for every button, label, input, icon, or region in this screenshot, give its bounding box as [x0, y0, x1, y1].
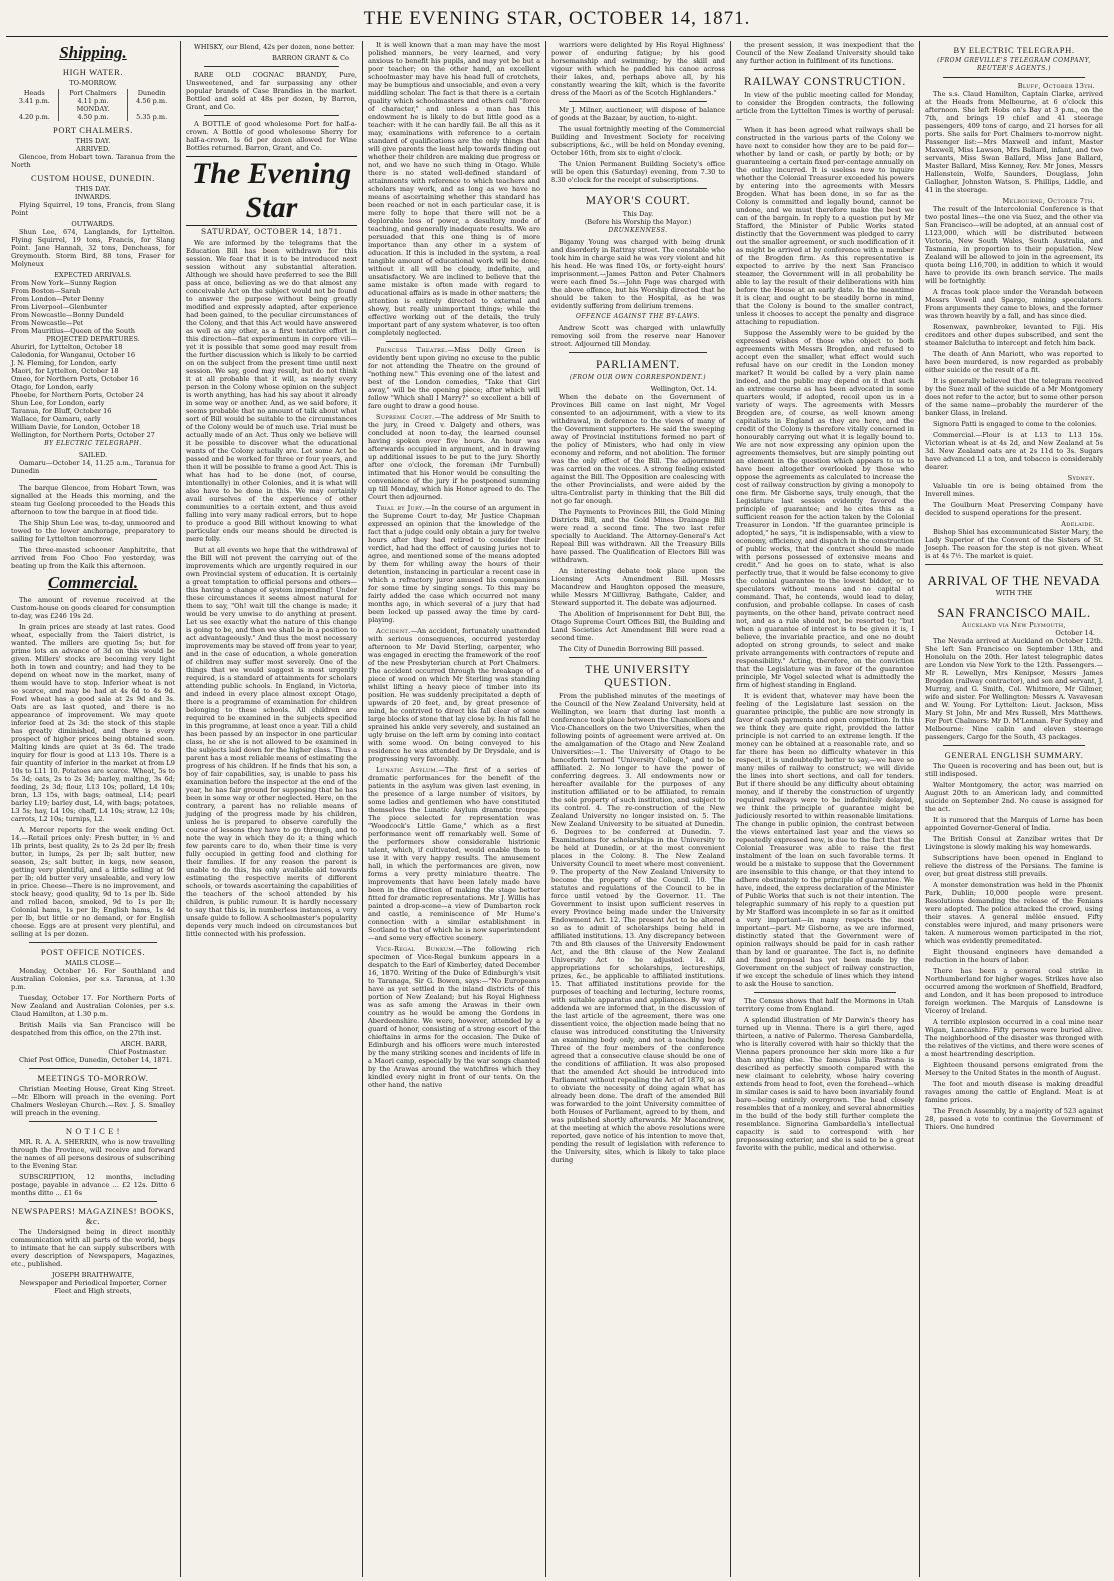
tide-cell: 5.35 p.m. [136, 113, 168, 121]
news-item-head: Supreme Court. [376, 413, 435, 421]
divider [754, 992, 896, 993]
divider [569, 352, 707, 353]
university-paragraph: From the published minutes of the meetings of the Council of the New Zealand University, held at Wellington, we learn that during last month a conference took place between the Chancellors and Vice-Chancellors on the two Universities, when the following points of agreement were arrived at. On the amalgamation of the Otago and New Zealand Universities:—1. The University of Otago to be henceforth termed "University College," and to be affiliated. 2. No longer to have the power of conferring degrees. 3. All endowments now or hereafter available for the purposes of any institution affiliated or to be affiliated, to remain the sole property of such institution, and subject to its control. 4. The re-construction of the New Zealand University no longer insisted on. 5. The New Zealand University to be situated at Dunedin. 6. Degrees to be conferred at Dunedin. 7. Examinations for scholarships in the University to be held at Dunedin, or at the most convenient places in the Colony. 8. The New Zealand University Council to meet where most convenient. 9. The property of the New Zealand University to become the property of the Council. 10. The statutes and regulations of the Council to be in force until vetoed by the Governor. 11. The Government to insist upon sufficient reserves in every Province being made under the University Endowment Act. 12. The present Act to be altered so as to admit of scholarships being held in affiliated institutions. 13. Any discrepancy between 7th and 8th clauses of the University Endowment Act, and the 8th clause of the New Zealand University Act to be adjusted. 14. All appropriations for scholarships, lectureships, prizes, &c., be applicable to affiliated institutions. 15. That affiliated institutions provide for the purposes of teaching and lecturing, lecture rooms, with suitable apparatus and appliances. By way of addenda we are informed that, in the discussion of the last article of the agreement, there was one dissentient voice, the objection made being that no clause was introduced constituting the University an examining body only, and not a teaching body. Three of the four members of the conference agreed that a consecutive clause should be one of the conditions of affiliation. It was also proposed that the amended Act should be introduced into Parliament without repealing the Act of 1870, so as to obviate the necessity of doing again what has already been done. The draft of the amended Bill was forwarded to the joint University committee of both Houses of Parliament, agreed to by them, and was published shortly afterwards. Mr Macandrew, at the meeting at which the above resolutions were reported, gave notice of his intention to move that, pending the result of legislation with reference to the University, sites, which is likely to take place during [551, 692, 725, 1164]
list-item: From Newcastle—Pet [11, 319, 84, 327]
university-heading: THE UNIVERSITY QUESTION. [585, 664, 691, 689]
newspapers-text: The Undersigned being in direct monthly communication with all parts of the world, begs to intimate that he can supply subscribers with every description of Newspapers, Magazines, etc., published. [11, 1228, 175, 1268]
list-item: From New York—Sunny Region [11, 279, 117, 287]
railway-paragraph: Suppose the Assembly were to be guided by the expressed wishes of those who object to both agreements with Messrs Brogden, and refused to accept even the smaller, what effect would such refusal have on our credit in the London money market? It would be called by a very plain name indeed, and the public may depend on it that such an extreme course as has been advocated in some quarters would, if adopted, recoil upon us in a variety of ways. The agreements with Messrs Brogden are, of course, as well known among capitalists in England as they are here, and the credit of the Colony is therefore vitally concerned in honourably carrying out what it is legally bound to. We are not now expressing any opinion upon the agreements themselves, but are simply pointing out an element in the question which appears to us to have been altogether overlooked by those who oppose the agreements as calculated to increase the cost of railway construction by giving a monopoly to one firm. Mr Gisborne says, truly enough, that the Legislature last session evidently favored the principle of guarantee; and he cites this as a sufficient reason for the action taken by the Colonial Treasurer in London. "If the guarantee principle is adopted," he says, "it is indispensable, with a view to economy, efficiency, and dispatch in the construction of public works, that the contract should be made with persons possessed of extensive means and credit." And he goes on to state, what is also perfectly true, that it would be false economy to give the colonial guarantee to the lowest bidder, or to speculators without means and no capital at command. That, he contends, would lead to delay, confusion, and probable collapse. In cases of cash payments, on the other hand, private contract need not, and as a rule should not, be resorted to; "but when a guarantee of interest is to be given it is, I believe, the invariable practice, and one no doubt adopted on strong grounds, to select and make private arrangements with contractors of repute and responsibility." Acting, therefore, on the conviction that the Legislature was in favor of the guarantee principle, Mr Vogel selected what is admittedly the firm of highest standing in England. [736, 329, 914, 689]
list-item: Maori, for Lyttelton, October 18 [11, 367, 119, 375]
notice-paragraph: The usual fortnightly meeting of the Commercial Building and Investment Society for receiving subscriptions, &c., will be held on Monday evening, October 16th, from six to eight o'clock. [551, 125, 725, 157]
summary-paragraph: It is rumored that the Marquis of Lorne has been appointed Governor-General of India. [925, 816, 1103, 832]
divider [29, 479, 157, 480]
parliament-heading: PARLIAMENT. [596, 359, 680, 371]
list-item: Wellington, for Northern Ports, October 27 [11, 431, 155, 439]
wellington-dateline: Wellington, Oct. 14. [650, 385, 717, 393]
commercial-heading: Commercial. [47, 573, 139, 592]
sydney-dateline: Sydney. [1067, 474, 1095, 482]
tide-cell: 4.20 p.m. [11, 113, 58, 121]
newspaper-flag: The Evening Star [186, 156, 357, 226]
list-item: From Newcastle—Bonny Dundeld [11, 311, 124, 319]
continued-paragraph: the present session, it was inexpedient that the Council of the New Zealand University should take any further action in fulfilment of its functions. [736, 41, 914, 65]
list-item: Otago, for London, early [11, 383, 94, 391]
summary-paragraph: A terrible explosion occurred in a coal mine near Wigan, Lancashire. Fifty persons were buried alive. The neighborhood of the disaster was thronged with the relatives of the victims, and there were scenes of a most heartrending description. [925, 1018, 1103, 1058]
news-item-text: —An accident, fortunately unattended with serious consequences, occurred yesterday afternoon to Mr David Sterling, carpenter, who was engaged in erecting the framework of the roof of the new Presbyterian church at Port Chalmers. The accident occurred through the breakage of a piece of wood on which Mr Sterling was standing whilst lifting a heavy piece of timber into its position. He was suddenly precipitated a depth of upwards of 20 feet, and, by great presence of mind, he contrived to direct his fall clear of some large blocks of stone that lay close by. In his fall he sprained his ankle very severely, and sustained an ugly bruise on the left arm by coming into contact with some wood. On being conveyed to his residence he was attended by Dr Drysdale, and is progressing very favorably. [368, 627, 540, 763]
inwards-text: Flying Squirrel, 19 tons, Francis, from Slang Point [11, 201, 175, 217]
column-4 [546, 41, 731, 1577]
summary-paragraph: Walter Montgomery, the actor, was married on August 20th to an American lady, and committed suicide on September 2nd. No cause is assigned for the act. [925, 781, 1103, 813]
list-item: William Davie, for London, October 18 [11, 423, 140, 431]
whisky-ad [186, 43, 357, 62]
list-item: Taranua, for Bluff, October 16 [11, 407, 112, 415]
tide-cell: 4.11 p.m. [58, 97, 128, 105]
news-item-text: —In the course of an argument in the Supreme Court to-day, Mr Justice Chapman expressed an opinion that the knowledge of the fact that a judge could only obtain a jury for twelve hours after they had retired to consider their verdict, had had the effect of causing juries not to agree, and mentioned some of the means adopted by them for whiling away the hours of their detention, instancing in particular a recent case in which a refractory juror amused his companions for some time by singing songs. To this may be fairly added the case which occurred not many months ago, in which several of a jury that had been locked up passed away the time by card-playing. [368, 504, 540, 624]
tide-cell: 4.56 p.m. [136, 97, 168, 105]
projected-departures-label: PROJECTED DEPARTURES. [46, 335, 140, 343]
commercial-paragraph: A. Mercer reports for the week ending Oct. 14.—Retail prices only: Fresh butter, in ½ and 1lb prints, best quality, 2s to 2s 2d per lb; fresh butter, in lumps, 2s per lb; salt butter, new season, 2s; salt butter, in kegs, new season, getting very plentiful, and a little selling at 9d per lb; old butter very unsaleable, and very low in price. Cheese—There is no improvement, and stock heavy; good quality, 9d to 1s per lb. Side and rolled bacon, smoked, 9d to 1s per lb; Colonial hams, 1s per lb; English hams, 1s 4d per lb, but little or no demand, or for English cheese. Eggs are at present very plentiful, and selling at 1s per dozen. [11, 826, 175, 938]
melbourne-paragraph: The death of Ann Mariott, who was reported to have been murdered, is now regarded as probably either suicide or the result of a fit. [925, 350, 1103, 374]
divider [386, 341, 522, 342]
railway-paragraph: When it has been agreed what railways shall be constructed in the various parts of the Colony we have next to consider how they are to be paid for—whether by land or cash, or partly by both; or by guaranteeing a certain fixed per-centage annually on the outlay incurred. It is useless now to inquire whether the Colonial Treasurer exceeded his powers by entering into the agreements with Messrs Brogden. What has been done, in so far as the Colony is committed and legally bound, cannot be undone, and we must therefore make the best we can of the bargain. In reply to a question put by Mr Stafford, the Minister of Public Works stated distinctly that the Government was pledged to carry out the smaller agreement, or such modification of it as might be arrived at by conference with a member of the Brogden firm. As this representative is expected to arrive by the next San Francisco steamer, the Government will in all probability be able to lay the result of their deliberations with him before the House at an early date. In the meantime it is clear, and ought to be steadily borne in mind, that the Colony is bound to the smaller contract, unless it chooses to accept the penalty and disgrace attaching to repudiation. [736, 126, 914, 326]
newspapers-signature-2: Newspaper and Periodical Importer, Corner Fleet and High streets, [19, 1279, 167, 1295]
column-3 [363, 41, 546, 1577]
adelaide-text: Bishop Shiel has excommunicated Sister Mary, the Lady Superior of the Convent of the Sisters of St. Joseph. The reason for the step is not given. Wheat is at 4s 7½. The market is quiet. [925, 528, 1103, 560]
summary-paragraph: Eighteen thousand persons emigrated from the Mersey to the United States in the month of August. [925, 1061, 1103, 1077]
list-item: From Mauritius—Queen of the South [11, 327, 136, 335]
sailed-label: SAILED. [78, 451, 108, 459]
divider [569, 101, 707, 102]
news-paragraph: The Census shows that half the Mormons in Utah territory come from England. [736, 997, 914, 1013]
arrivals-list [11, 279, 175, 335]
divider [569, 657, 707, 658]
arrived-text: Glencoe, from Hobart town. Taranua from the North [11, 153, 175, 169]
telegraph-heading: BY ELECTRIC TELEGRAPH. [953, 45, 1075, 55]
railway-paragraph: In view of the public meeting called for Monday, to consider the Brogden contracts, the following article from the Lyttelton Times is worthy of perusal:— [736, 91, 914, 123]
divider [204, 66, 339, 67]
commercial-paragraph: In grain prices are steady at last rates. Good wheat, especially from the Taieri district, is wanted. The millers are quoting 5s; but for prime lots an advance of 3d on this would be given. Millers' stocks are becoming very light both in town and country; and had they to be depend on wheat now in the market, many of them would have to stop. Inferior wheat is not so scarce, and may be had at 4s 6d to 4s 9d. Fowl wheat has a good sale at 2s 9d and 3s. Oats are as last quoted, and there is no appearance of improvement. We may quote inferior feed at 2s 3d: the stock of this staple has greatly diminished, and there is every prospect of higher prices being obtained soon. Malting kinds are quiet at 3s 6d. The trade inquiry for flour is good at L13 10s. There is a fair quantity of inferior in the market at from L9 10s to L11 10. Potatoes are scarce. Wheat, 5s to 5s 3d; oats, 2s to 2s 3d; barley, malting, 3s 6d; feeding, 2s 3d; flour, L13 10s; pollard, L4 10s; bran, L3 15s, with bags; oatmeal, L14; pearl barley L19; barley dust, L4, with bags; potatoes, L3 5s; hay, L4 10s; chaff, L4 10s; straw, L2 10s; carrots, L2 10s; turnips, L2. [11, 623, 175, 823]
melbourne-paragraph: Signora Patti is engaged to come to the colonies. [933, 420, 1097, 428]
parliament-paragraph: An interesting debate took place upon the Licensing Acts Amendment Bill. Messrs Macandrew and Haughton opposed the measure, while Messrs M'Gillivray, Bathgate, Calder, and Steward supported it. The debate was adjourned. [551, 567, 725, 607]
tide-cell [128, 105, 175, 113]
own-correspondent-label: (FROM OUR OWN CORRESPONDENT.) [569, 374, 707, 381]
news-item [368, 346, 540, 410]
tide-table [11, 89, 175, 121]
divider [29, 1068, 157, 1069]
column-2 [181, 41, 363, 1577]
summary-paragraph: The foot and mouth disease is making dreadful ravages among the cattle of England. Meat is at famine prices. [925, 1080, 1103, 1104]
summary-paragraph: The French Assembly, by a majority of 523 against 28, passed a vote to continue the Government of Thiers. One hundred [925, 1107, 1103, 1131]
divider [29, 1201, 157, 1202]
telegraph-heading: BY ELECTRIC TELEGRAPH. [44, 440, 142, 447]
summary-paragraph: The British Consul at Zanzibar writes that Dr Livingstone is slowly making his way homewards. [925, 835, 1103, 851]
continued-paragraph: warriors were delighted by His Royal Highness' power of enduring fatigue; by his good horsemanship and swimming; by the skill and vigour with which he paddled his canoe across their lakes, and, perhaps above all, by his constantly wearing the kilt, which is the favorite dress of the Maori as of the Scotch Highlanders." [551, 41, 725, 97]
divider [29, 942, 157, 943]
notice-text: MR. R. A. A. SHERRIN, who is now travelling through the Province, will receive and forward the names of all persons desirous of subscribing to the Evening Star. [11, 1138, 175, 1170]
melbourne-dateline: Melbourne, October 7th. [1002, 197, 1095, 205]
mails-paragraph: British Mails via San Francisco will be despatched from this office, on the 27th inst. [11, 1021, 175, 1037]
notice-paragraph: Mr J. Milner, auctioneer, will dispose of balance of goods at the Bazaar, by auction, to-night. [551, 106, 725, 122]
melbourne-paragraph: The result of the Intercolonial Conference is that two postal lines—the one via Suez, and the other via San Francisco—will be adopted, at an annual cost of L123,000, which will be distributed between Victoria, New South Wales, South Australia, and Tasmania, in proportion to their population. New Zealand will be allowed to join in the agreement, its quota being L16,700, in addition to which it would have to provide its own branch service. The mails will be fortnightly. [925, 205, 1103, 285]
port-chalmers-heading: PORT CHALMERS. [53, 125, 133, 135]
list-item: From London—Peter Denny [11, 295, 104, 303]
tide-cell: Heads [11, 89, 58, 97]
mail-headline: SAN FRANCISCO MAIL. [937, 605, 1091, 620]
inwards-label: INWARDS. [74, 193, 112, 201]
list-item: J. N. Fleming, for London, early [11, 359, 117, 367]
news-item-text: —The first of a series of dramatic performances for the benefit of the patients in the asylum was given last evening, in the presence of a large number of visitors, by some ladies and gentlemen who have constituted themselves the Lunatic Asylum dramatic troupe. The piece selected for representation was "Woodcock's Little Game," which as a first performance went off remarkably well. Some of the performers show considerable histrionic talent, which, if cultivated, would enable them to use it with very happy results. The amusement hall, in which the performances are given, now forms a very pretty miniature theatre. The improvements that have been lately made have been in the direction of making the stage better fitted for dramatic representations. Mr J. Willis has painted a drop-scene—a view of Dumbarton rock and castle, a reminiscence of Mr Hume's connection with a similar establishment in Scotland to that of which he is now superintendent—and some very effective scenery. [368, 766, 540, 942]
departures-list [11, 343, 175, 439]
custom-house-heading: CUSTOM HOUSE, DUNEDIN. [30, 173, 156, 183]
summary-paragraph: Subscriptions have been opened in England to relieve the distress of the Persians. The famine is over, but great distress still prevails. [925, 854, 1103, 878]
dateline: SATURDAY, OCTOBER 14, 1871. [200, 227, 343, 236]
before-label: (Before his Worship the Mayor.) [584, 218, 692, 226]
agency-label: (FROM GREVILLE'S TELEGRAM COMPANY, REUTER'S AGENTS.) [937, 57, 1091, 72]
news-paragraph: A splendid illustration of Mr Darwin's theory has turned up in Vienna. There is a girl there, aged thirteen, a native of Palermo. Theresa Gambardella, who is literally covered with hair so thickly that the Vienna papers pronounce her skin more like a fur than anything else. The famous Julia Pastrana is described as perfectly smooth compared with the new claimant to celebrity, whose hairy covering extends from head to foot, even the forehead—which in similar cases is said to have been invariably found bare—being entirely overgrown. The head closely resembles that of a monkey, and several abnormities in the build of the body still further complete the resemblance. Signorina Gambardella's intellectual capacity is said to correspond with her prepossessing exterior, and she is said to be a great favorite with the public, medical and otherwise. [736, 1016, 914, 1152]
parliament-paragraph: The Payments to Provinces Bill, the Gold Mining Districts Bill, and the Gold Mines Drainage Bill were read a second time. The two last refer specially to Auckland. The Attorney-General's Act Repeal Bill was withdrawn. All the Treasury Bills have passed. The Qualification of Electors Bill was withdrawn. [551, 508, 725, 564]
with-the-label: WITH THE [995, 589, 1033, 597]
nevada-headline: ARRIVAL OF THE NEVADA [927, 573, 1101, 588]
melbourne-paragraph: It is generally believed that the telegram received by the Suez mail of the suicide of a Mr Montgomery does not refer to the actor, but to some other person of the same name—probably the murderer of the banker Glass, in Ireland. [925, 377, 1103, 417]
meetings-text: Christian Meeting House, Great King Street. —Mr. Elborn will preach in the evening. Port Chalmers Wesleyan Church.—Rev. J. S. Smalley will preach in the evening. [11, 1085, 175, 1117]
ad-text: A BOTTLE of good wholesome Port for half-a-crown. A Bottle of good wholesome Sherry for half-a-crown. Is 6d per dozen allowed for Wine Bottles returned. Barron, Grant, and Co. [186, 120, 357, 152]
meetings-heading: MEETINGS TO-MORROW. [37, 1073, 149, 1083]
outwards-text: Shun Lee, 674, Langlands, for Lyttelton. Flying Squirrel, 19 tons, Francis, for Slang Point. Jane Hannah, 32 tons, Dencheass, for Greymouth. Storm Bird, 88 tons, Fraser for Molyneux [11, 228, 175, 268]
newspapers-heading: NEWSPAPERS! MAGAZINES! BOOKS, &c. [11, 1206, 175, 1226]
news-item-head: Accident. [376, 627, 411, 635]
port-ad [186, 120, 357, 152]
mails-paragraph: Tuesday, October 17. For Northern Ports of New Zealand and Australian Colonies, per s.s. Claud Hamilton, at 1.30 p.m. [11, 994, 175, 1018]
ad-text: WHISKY, our Blend, 42s per dozen, none better. [194, 43, 355, 51]
railway-heading: RAILWAY CONSTRUCTION. [743, 76, 907, 88]
news-item-head: Princess Theatre. [376, 346, 448, 354]
postmaster-name: ARCH. BARR, [120, 1040, 167, 1048]
mails-close-label: MAILS CLOSE— [65, 959, 121, 967]
subscription-text: SUBSCRIPTION, 12 months, including postage, payable in advance ... £2 12s. Ditto 6 months ditto ... £1 6s [11, 1173, 175, 1197]
this-day-label: This Day. [622, 210, 654, 218]
expected-arrivals-label: EXPECTED ARRIVALS. [54, 271, 132, 279]
divider [204, 115, 339, 116]
tide-cell: Dunedin [137, 89, 166, 97]
shipping-paragraph: The barque Glencoe, from Hobart Town, was signalled at the Heads this morning, and the steam tug Geelong proceeded to the Heads this afternoon to tow the barque in at flood tide. [11, 484, 175, 516]
to-morrow-label: TO-MORROW. [69, 79, 117, 87]
editorial-paragraph: We are informed by the telegrams that the Education Bill has been withdrawn for this session. We fear that it is to be introduced next session without any substantial alteration. Although we should have preferred to see the Bill pass at once, believing as we do that almost any conceivable Act on the subject would not be found to answer the purpose without being greatly modified and expressly adapted, after experience had been gained, to the peculiar circumstances of the Colony, and that this Act would have answered as well as any other, as a first tentative effort in this direction—fiat experimentum in corpore vili—yet it is possible that some good may result from the further discussion which is likely to be carried on on the subject from the present time until next session. We say, good may result, but do not think it at all probable that it will, as nearly every person in the Colony whose opinion on the subject is worth anything, has had his say about it already in some way or another. And, as we said before, it seems probable that no amount of talk about what sort of Bill would be suitable to the circumstances of the Colony would be of much use. Trial must be actually made of an Act. Thus only we believe will it be possible to discover what the educational wants of the Colony actually are. Let some Act be passed and be worked for three or four years, and then it will be possible to frame a good Act. This is what has had to be done (not, of course, intentionally) in other Colonies, and it is what will also have to be done in this. We may certainly avail ourselves of the experience of other communities to a certain extent, and thus avoid falling into very many radical errors, but to hope to produce a good Bill without knowing to what particular ends our means should be directed is mere folly. [186, 239, 357, 543]
newspapers-signature: JOSEPH BRAITHWAITE, [51, 1271, 135, 1279]
notice-heading: N O T I C E ! [65, 1126, 121, 1136]
ad-signature: BARRON GRANT & Co [271, 54, 349, 62]
auckland-date: October 14. [1055, 629, 1095, 637]
high-water-heading: HIGH WATER. [62, 67, 124, 77]
summary-paragraph: Eight thousand engineers have demanded a reduction in the hours of labor. [925, 948, 1103, 964]
drunkenness-heading: DRUNKENNESS. [608, 227, 668, 234]
mayors-court-heading: MAYOR'S COURT. [585, 195, 691, 207]
list-item: Wallace, for Oamaru, early [11, 415, 101, 423]
divider [29, 1121, 157, 1122]
shipping-paragraph: The three-masted schooner Amphitrite, that arrived from Foo Choo Foo yesterday, was beating up from the Kaik this afternoon. [11, 546, 175, 570]
tide-cell: Port Chalmers [58, 89, 128, 97]
auckland-dateline: Auckland via New Plymouth, [962, 621, 1066, 629]
railway-paragraph: It is evident that, whatever may have been the feeling of the Legislature last session on the guarantee principle, the public are now strongly in favor of cash payments and open competition. In this we think they are quite right, provided the latter principle is not carried to an extreme length. If the money can be obtained at a reasonable rate, and so far there has been no difficulty whatever in this respect, it is undoubtedly better to say,—we have so many miles of railway to construct; we will divide the lines into short sections, and call for tenders. But if there should be any difficulty about obtaining money, and if thereby the construction of urgently required railways were to be indefinitely delayed, we think the principle of guarantee might be judiciously resorted to within reasonable limitations. The change in public opinion, the contrast between the views entertained last year and the views so repeatedly expressed now, is due to the fact that the Colonial Treasurer was able to raise the first instalment of the loan on such favorable terms. It would be a mistake to suppose that the Government are insensible to this change, or that they intend to adhere obstinately to the principle of guarantee. We have, indeed, the express declaration of the Minister of Public Works that such is not their intention. The telegraphic summary of his reply to a question put by Mr Stafford was incomplete in so far as it omitted a very important—in many respects the most important—part. Mr Gisborne, as we are informed, distinctly stated that the Government were of opinion railways should be paid for in cash rather than by land or guarantee. The fact is, no definite and fixed proposal has yet been made by the Government on the subject of railway construction, if we except the schedule of lines which they intend to ask the House to sanction. [736, 692, 914, 988]
editorial-paragraph: It is well known that a man may have the most polished manners, be very learned, and very anxious to benefit his pupils, and may yet be but a poor teacher; on the other hand, an excellent schoolmaster may have his head full of crotchets, may be bumptious and unsociable, and even a very middling scholar. The fact is that there is a certain quality which schoolmasters and others call "force of character," and unless a man has this endowment he is likely to do but little good as a teacher: with it he can hardly fail. Be all this as it may, examinations with reference to a certain standard of qualifications are the only things that will give parents the least help towards finding out whether their children are making due progress or not, and we have no such thing in Otago. While there is no stated well-defined standard of attainments with reference to which teachers and scholars may work, and as long as we have no means of ascertaining whether this standard has been reached or not in each particular case, it is mere folly to hope that there will not be a deplorable loss of power, a desultory mode of teaching, and generally inadequate results. We are persuaded that this one thing is of more importance than any other in a system of education. If this is included in the system, a real tangible amount of educational work will be done; without it all will be cloudy, indefinite, and unsatisfactory. We are inclined to believe that the same mistake is often made with regard to educational affairs as is made in other matters; the attention is entirely directed to external and showy, but really unimportant things; while the effective working out of the details, the truly important part of any system whatever, is too often completely neglected. [368, 41, 540, 337]
tide-cell: 3.41 p.m. [11, 97, 58, 105]
parliament-paragraph: The City of Dunedin Borrowing Bill passed. [559, 645, 704, 653]
postmaster-place: Chief Post Office, Dunedin, October 14, 1871. [19, 1056, 173, 1064]
list-item: From Liverpool—Glenbunter [11, 303, 108, 311]
summary-paragraph: The Queen is recovering and has been out, but is still indisposed. [925, 762, 1103, 778]
news-item-text: —The following rich specimen of Vice-Regal bunkum appears in a despatch to the Earl of Kimberley, dated December 16, 1870. Writing of the Duke of Edinburgh's visit to Taranaga, Sir G. Bowen, says:—"No Europeans have as yet settled in the inland districts of this portion of New Zealand; but his Royal Highness was as safe among the Arawas in their own country as he would be among the Gordons in Aberdeenshire. We were, however, attended by a guard of honor, consisting of a strong escort of the chieftains in arms for the occasion. The Duke of Edinburgh and his officers were much interested by the many striking scenes and incidents of life in a Maori camp, especially by the war songs chanted by the Arawas around the watchfires which they kindled every night in front of our tents. On the other hand, the native [368, 945, 540, 1089]
column-1 [6, 41, 181, 1577]
news-item [368, 627, 540, 763]
commercial-paragraph: The amount of revenue received at the Custom-house on goods cleared for consumption to-day, was £246 19s 2d. [11, 596, 175, 620]
list-item: Phoebe, for Northern Ports, October 24 [11, 391, 144, 399]
melbourne-paragraph: Rosenwax, pawnbroker, levanted to Fiji. His creditors and other dupes subscribed, and sent the steamer Balclutha to intercept and fetch him back. [925, 323, 1103, 347]
list-item: From Boston—Sarah [11, 287, 81, 295]
sydney-paragraph: Valuable tin ore is being obtained from the Inverell mines. [925, 482, 1103, 498]
arrived-label: ARRIVED. [75, 145, 111, 153]
bluff-text: The s.s. Claud Hamilton, Captain Clarke, arrived at the Heads from Melbourne, at 6 o'clock this afternoon. She left Hobs on's Bay at 3 p.m., on the 7th, and brings 19 chief and 41 steerage passengers, 409 tons of cargo, and 21 horses for all ports. She sails for Port Chalmers to-morrow night. Passenger list:—Mrs Maxwell and infant, Master Maxwell, Miss Lawson, Mrs Ballard, infant, and two servants, Miss Swan Ballard, Miss Jane Ballard, Master Ballard, Miss Kenney, Rev. Mr Jones, Messrs Hallenstein, Wolfe, Saunders, Douglass, John Gallagher, Johnston Watson, S. Phillips, Liddle, and 41 in the steerage. [925, 90, 1103, 194]
list-item: Omeo, for Northern Ports, October 16 [11, 375, 139, 383]
melbourne-paragraph: Commercial.—Flour is at L13 to L13 15s. Victorian wheat is at 4s 2d, and New Zealand at 5s 3d. New Zealand oats are at 2s 11d to 3s. Sugars have advanced L1 a ton, and tobacco is considerably dearer. [925, 431, 1103, 471]
divider [569, 188, 707, 189]
court-text: Bigamy Young was charged with being drunk and disorderly in Rattray street. The constable who took him in charge said he was very violent and hit his head. He was fined 10s, or forty-eight hours' imprisonment.—James Patton and Peter Chalmers were each fined 5s.—John Page was charged with the above offence, but his Worship directed that he should be taken to the Hospital, as he was evidently suffering from delirium tremens. [551, 238, 725, 310]
outwards-label: OUTWARDS. [71, 220, 115, 228]
summary-paragraph: A monster demonstration was held in the Phœnix Park, Dublin; 10,000 people were present. Resolutions demanding the release of the Fenians were adopted. The police attacked the crowd, using their staves. A general mêlée ensued. Fifty constables were injured, and many prisoners were taken. A numerous women participated in the riot, which was evidently premeditated. [925, 881, 1103, 945]
nevada-text: The Nevada arrived at Auckland on October 12th. She left San Francisco on September 13th, and Honolulu on the 20th. Her latest telegraphic dates are London via New York to the 12th. Passengers.—Mr R. Lewellyn, Mrs Kenipsor, Messrs James Brogden (railway contractor), and son and servant, J. Murray, and G. Smith, Col. Whitmore, Mr Gilmer, wife and sister. For Wellington: Messrs A. Vavavesan and W. Young. For Lyttelton: Lieut. Jackson, Miss Mary St John, Mr and Mrs Russell, Mrs Matthews. For Port Chalmers: Mr D. M'Lennan. For Sydney and Melbourne: Nine cabin and eleven steerage passengers. Cargo for the South, 43 packages. [925, 637, 1103, 741]
notice-paragraph: The Union Permanent Building Society's office will be open this (Saturday) evening, from 7.30 to 8.30 o'clock for the receipt of subscriptions. [551, 160, 725, 184]
divider [943, 745, 1085, 746]
news-item-head: Lunatic Asylum. [376, 766, 439, 774]
summary-heading: GENERAL ENGLISH SUMMARY. [944, 750, 1084, 760]
post-office-heading: POST OFFICE NOTICES. [40, 947, 146, 957]
postmaster-title: Chief Postmaster. [108, 1048, 167, 1056]
list-item: Ahuriri, for Lyttelton, October 18 [11, 343, 123, 351]
parliament-paragraph: When the debate on the Government of Provinces Bill came on last night, Mr Vogel consented to an adjournment, with a view to its withdrawal, in deference to the views of many of the Government supporters. He said the sweeping away of Provincial institutions formed no part of the policy of Ministers, who had only in view economy and reform, and not abolition. The former was the only effect of the Bill. The adjournment was carried on the voices. A strong feeling existed against the Bill. The Opposition are coalescing with the other Provincialists, and were aided by the ultra-Centralist party in thinking that the Bill did not go far enough. [551, 393, 725, 505]
editorial-paragraph: But at all events we hope that the withdrawal of the Bill will not prevent the carrying out of the improvements which are urgently required in our own Provincial system of education. It is certainly a great temptation to official persons and others—this having a change of system impending! Under these circumstances it seems almost natural for them to say, "Oh! wait till the change is made; it would be very unwise to do anything at present. Let us see exactly what the nature of this change is going to be, and then we shall be in a position to act advantageously." And thus the most necessary improvements may be staved off from year to year, and in the case of education, a whole generation of children may suffer most severely. One of the things that we would suggest is most urgently required, is a standard of attainments for scholars attending public schools. In England, in Victoria, and indeed in every place almost except Otago, there is a programme of examination for children belonging to these schools. All children are required to be examined in the subjects specified in this programme, at least once a year. Till a child has been passed by an inspector in one particular class, he or she is not allowed to be examined in the subjects laid down for the higher class. Thus a parent has a most reliable means of estimating the progress of his children. If he finds that his son, a boy of fair capabilities, say, is unable to pass his examination before the inspector at the end of the year, he has fair ground for supposing that he has been in some way or other neglected. Here, on the contrary, a parent has no reliable means of judging of the progress made by his children, unless he is prepared to observe carefully the course of lessons they have to go through, and to note the way in which they do it; a thing which few parents care to do, when their time is very fully occupied in getting food and clothing for their families. If for any reason the parent is unable to do this, his only available aid towards estimating the respective merits of different schools, or towards ascertaining the capabilities of the teachers of the school attended by his children, is public rumour. It is hardly necessary to say that this is, in numberless instances, a very unsafe guide to follow. A schoolmaster's popularity depends very much indeed on circumstances but little connected with his profession. [186, 546, 357, 938]
news-item [368, 766, 540, 942]
tide-cell: MONDAY. [58, 105, 128, 113]
ad-text: RARE OLD COGNAC BRANDY, Pure, Unsweetened, and far surpassing any other popular brands of Case Brandies in the market. Bottled and sold at 48s per dozen, by Barron, Grant, and Co. [186, 71, 357, 111]
sydney-paragraph: The Goulburn Meat Preserving Company have decided to suspend operations for the present. [925, 501, 1103, 517]
brandy-ad [186, 71, 357, 111]
news-item [368, 945, 540, 1089]
summary-paragraph: There has been a general coal strike in Northumberland for higher wages. Strikes have also occurred among the workmen of Sheffield, Bradford, and London, and it has been proposed to introduce foreign workmen. The Marquis of Lansdowne is Viceroy of Ireland. [925, 967, 1103, 1015]
tide-cell [11, 105, 58, 113]
columns [6, 41, 1108, 1577]
offence-text: Andrew Scott was charged with unlawfully removing soil from the reserve near Hanover street. Adjourned till Monday. [551, 324, 725, 348]
news-item-head: Trial by Jury. [376, 504, 425, 512]
news-item-head: Vice-Regal Bunkum. [376, 945, 457, 953]
sailed-text: Oamaru—October 14, 11.25 a.m., Taranua for Dunedin [11, 459, 175, 475]
mails-paragraph: Monday, October 16. For Southland and Australian Colonies, per s.s. Taranua, at 1.30 p.m. [11, 967, 175, 991]
tide-cell: 4.50 p.m. [58, 113, 128, 121]
column-6 [920, 41, 1108, 1577]
column-5 [731, 41, 920, 1577]
news-item-text: —The address of Mr Smith to the jury, in Creed v. Dalgety and others, was concluded at noon to-day, the learned counsel having spoken over five hours. An hour was afterwards occupied in argument, and in drawing up additional issues to be put to the jury. Shortly after one o'clock, the foreman (Mr Turnbull) intimated that his Honor would be consulting the convenience of the jury if he postponed summing up till Monday, which his Honor agreed to do. The Court then adjourned. [368, 413, 540, 501]
shipping-heading: Shipping. [59, 43, 127, 62]
news-item [368, 504, 540, 624]
parliament-paragraph: The Abolition of Imprisonment for Debt Bill, the Otago Supreme Court Offices Bill, the Building and Land Societies Act Amendment Bill were read a second time. [551, 610, 725, 642]
divider [943, 77, 1085, 78]
this-day-label: THIS DAY. [75, 137, 111, 145]
melbourne-paragraph: A fracas took place under the Verandah between Messrs Vowell and Spargo, mining speculators. From arguments they came to blows, and the former was thrown heavily by a fall, and has since died. [925, 288, 1103, 320]
offence-heading: OFFENCE AGAINST THE BY-LAWS. [575, 313, 701, 320]
news-item-text: —Miss Dolly Green is evidently bent upon giving no excuse to the public for not attending the Theatre on the ground of "nothing new." This evening one of the latest and best of the London comedies, "Take that Girl away," will be the opening piece; after which will follow "Which shall I Marry?" so excellent a bill of fare ought to draw a good house. [368, 346, 540, 410]
list-item: Shun Lee, for London, early [11, 399, 105, 407]
divider [754, 69, 896, 70]
shipping-paragraph: The Ship Shun Lee was, to-day, unmoored and towed to the lower anchorage, preparatory to sailing for Lyttelton tomorrow. [11, 519, 175, 543]
bluff-dateline: Bluff, October 13th. [1017, 82, 1095, 90]
list-item: Caledonia, for Wanganui, October 16 [11, 351, 136, 359]
news-item [368, 413, 540, 501]
adelaide-dateline: Adelaide. [1061, 520, 1095, 528]
this-day-label-2: THIS DAY. [75, 185, 111, 193]
divider [925, 564, 1103, 565]
masthead: THE EVENING STAR, OCTOBER 14, 1871. [6, 6, 1108, 37]
